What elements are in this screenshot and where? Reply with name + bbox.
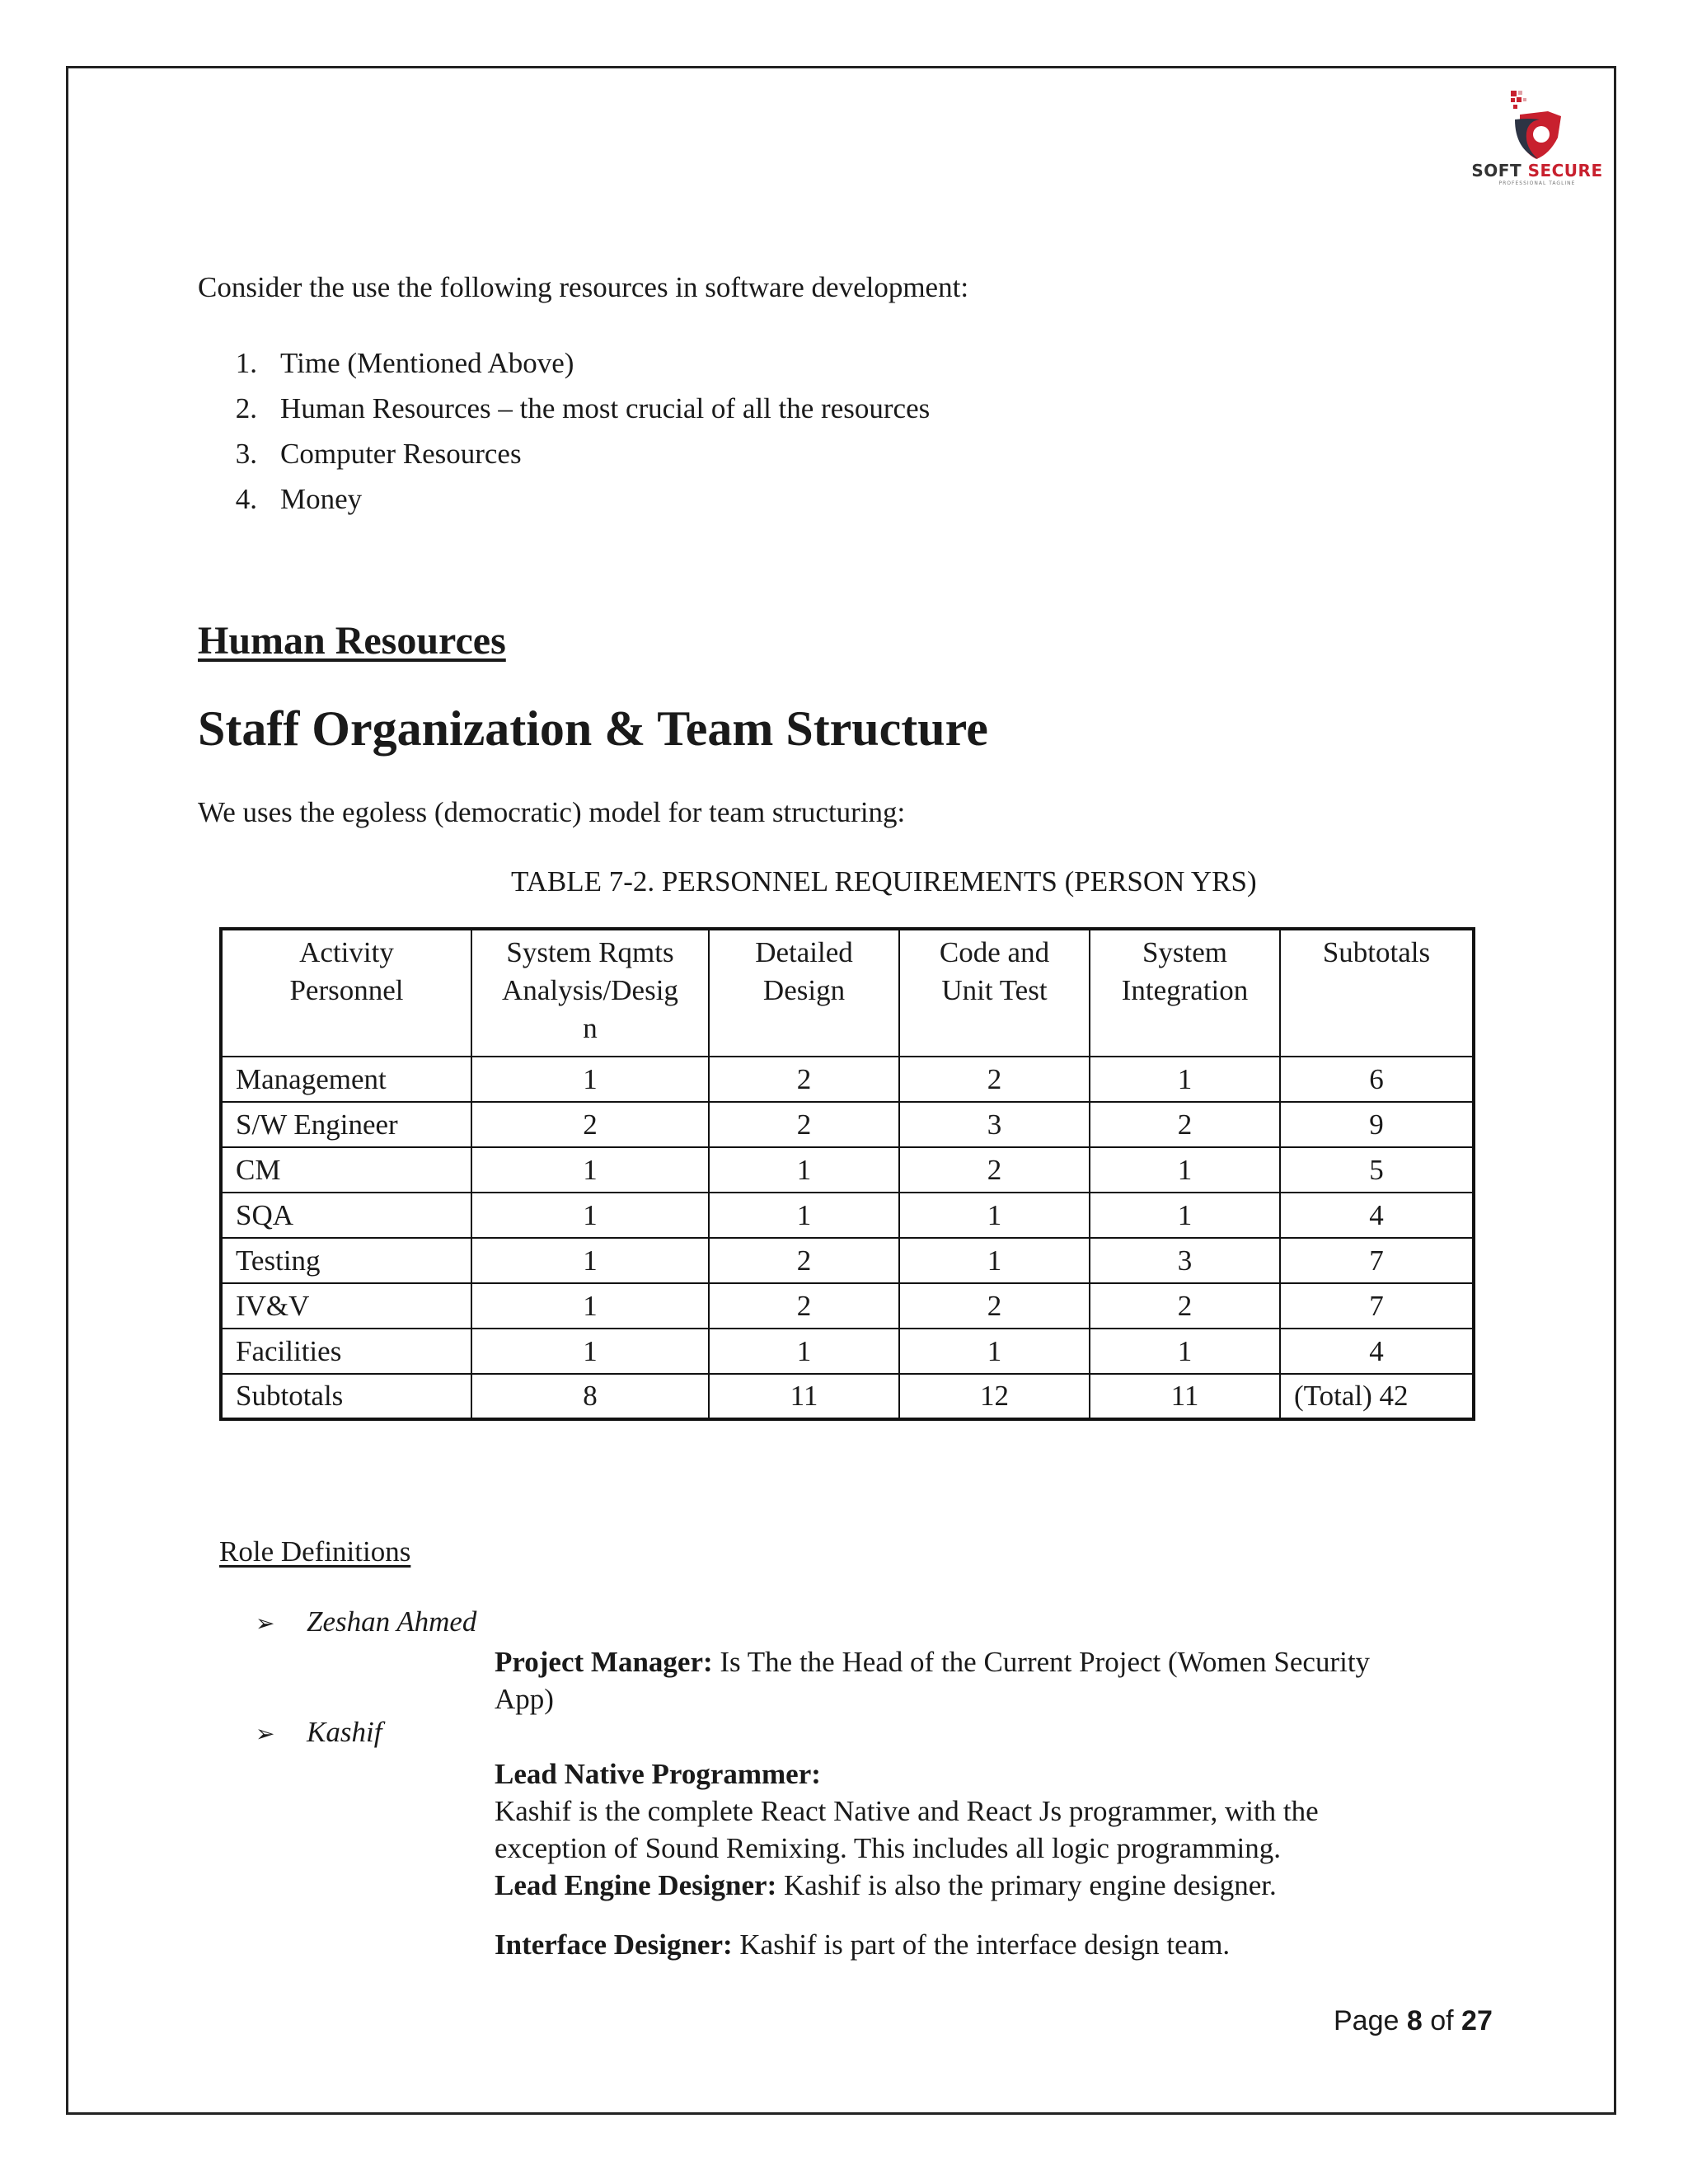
table-cell: 2 (709, 1102, 899, 1147)
header-subtotals: Subtotals (1280, 929, 1474, 1057)
table-cell-grand-total: (Total) 42 (1280, 1374, 1474, 1419)
table-cell: 1 (1090, 1193, 1280, 1238)
table-cell: 1 (471, 1329, 709, 1374)
company-logo (1467, 87, 1607, 190)
table-cell: 1 (1090, 1329, 1280, 1374)
header-activity-personnel: Activity Personnel (221, 929, 471, 1057)
role-label: Lead Native Programmer: (495, 1758, 821, 1790)
table-row (221, 1147, 1474, 1193)
table-cell: 1 (1090, 1147, 1280, 1193)
role-label: Interface Designer: (495, 1929, 733, 1961)
logo-wordmark: SOFT SECURE (1471, 161, 1603, 180)
table-cell: 2 (709, 1057, 899, 1102)
table-row (221, 1238, 1474, 1283)
table-cell: Management (221, 1057, 471, 1102)
heading-staff-organization: Staff Organization & Team Structure (198, 701, 988, 756)
role-description-project-manager (495, 1643, 1370, 1718)
table-cell: 1 (471, 1057, 709, 1102)
table-cell: 7 (1280, 1238, 1474, 1283)
role-description-kashif (495, 1755, 1319, 1963)
table-cell: Testing (221, 1238, 471, 1283)
header-code-unit-test: Code and Unit Test (899, 929, 1090, 1057)
list-item: 3. Computer Resources (235, 438, 522, 470)
role-text: Kashif is also the primary engine designer. (776, 1869, 1277, 1901)
table-cell: 4 (1280, 1193, 1474, 1238)
table-header-row (221, 929, 1474, 1057)
table-cell: S/W Engineer (221, 1102, 471, 1147)
team-model-text: We uses the egoless (democratic) model for team structuring: (198, 796, 906, 828)
table-cell: 1 (471, 1193, 709, 1238)
arrow-bullet-icon: ➢ (256, 1610, 275, 1637)
list-item: 2. Human Resources – the most crucial of all the resources (235, 392, 931, 424)
role-text: Kashif is part of the interface design team. (732, 1929, 1231, 1961)
personnel-requirements-table (219, 927, 1475, 1421)
table-cell: 3 (899, 1102, 1090, 1147)
table-cell: 2 (709, 1238, 899, 1283)
table-cell: 1 (471, 1238, 709, 1283)
table-cell: 2 (899, 1147, 1090, 1193)
role-label: Project Manager: (495, 1646, 713, 1678)
logo-tagline: PROFESSIONAL TAGLINE (1498, 180, 1576, 186)
table-row (221, 1193, 1474, 1238)
header-detailed-design: Detailed Design (709, 929, 899, 1057)
page-number: Page 8 of 27 (1334, 2005, 1493, 2036)
role-text: App) (495, 1683, 554, 1715)
table-row (221, 1283, 1474, 1329)
table-cell: 2 (899, 1283, 1090, 1329)
section-heading-human-resources: Human Resources (198, 619, 506, 663)
role-bullet-zeshan (256, 1605, 476, 1638)
table-row (221, 1102, 1474, 1147)
table-cell: 1 (899, 1238, 1090, 1283)
table-cell: 2 (471, 1102, 709, 1147)
table-cell: 1 (899, 1193, 1090, 1238)
table-cell: 1 (471, 1147, 709, 1193)
role-label: Lead Engine Designer: (495, 1869, 777, 1901)
role-text: Is The the Head of the Current Project (Women Security (712, 1646, 1371, 1678)
table-cell: 5 (1280, 1147, 1474, 1193)
table-cell: 7 (1280, 1283, 1474, 1329)
table-cell: 1 (1090, 1057, 1280, 1102)
resource-list (198, 340, 930, 522)
table-row-subtotals (221, 1374, 1474, 1419)
table-cell: 11 (1090, 1374, 1280, 1419)
arrow-bullet-icon: ➢ (256, 1720, 275, 1747)
table-cell: 12 (899, 1374, 1090, 1419)
table-cell: 11 (709, 1374, 899, 1419)
table-cell: 2 (1090, 1283, 1280, 1329)
table-cell: Facilities (221, 1329, 471, 1374)
table-caption: TABLE 7-2. PERSONNEL REQUIREMENTS (PERSON YRS) (511, 865, 1257, 898)
table-row (221, 1329, 1474, 1374)
table-cell: SQA (221, 1193, 471, 1238)
person-name: Zeshan Ahmed (307, 1605, 477, 1638)
list-item: 4. Money (235, 483, 363, 515)
table-cell: CM (221, 1147, 471, 1193)
table-cell: 2 (1090, 1102, 1280, 1147)
table-cell: 1 (471, 1283, 709, 1329)
table-cell: 6 (1280, 1057, 1474, 1102)
shield-logo-icon (1467, 87, 1607, 162)
table-cell: 3 (1090, 1238, 1280, 1283)
table-cell: Subtotals (221, 1374, 471, 1419)
table-cell: IV&V (221, 1283, 471, 1329)
table-cell: 1 (709, 1193, 899, 1238)
person-name: Kashif (307, 1716, 382, 1748)
role-definitions-title: Role Definitions (219, 1535, 411, 1568)
role-text: exception of Sound Remixing. This includes all logic programming. (495, 1832, 1281, 1864)
table-cell: 8 (471, 1374, 709, 1419)
role-text: Kashif is the complete React Native and React Js programmer, with the (495, 1795, 1319, 1827)
table-cell: 1 (709, 1329, 899, 1374)
table-cell: 4 (1280, 1329, 1474, 1374)
table-cell: 2 (899, 1057, 1090, 1102)
table-row (221, 1057, 1474, 1102)
list-item: 1. Time (Mentioned Above) (235, 347, 574, 379)
role-bullet-kashif (256, 1716, 382, 1749)
table-cell: 1 (709, 1147, 899, 1193)
header-system-integration: System Integration (1090, 929, 1280, 1057)
table-cell: 9 (1280, 1102, 1474, 1147)
table-cell: 2 (709, 1283, 899, 1329)
header-system-rqmts: System Rqmts Analysis/Desig n (471, 929, 709, 1057)
intro-text: Consider the use the following resources in software development: (198, 271, 969, 303)
table-cell: 1 (899, 1329, 1090, 1374)
